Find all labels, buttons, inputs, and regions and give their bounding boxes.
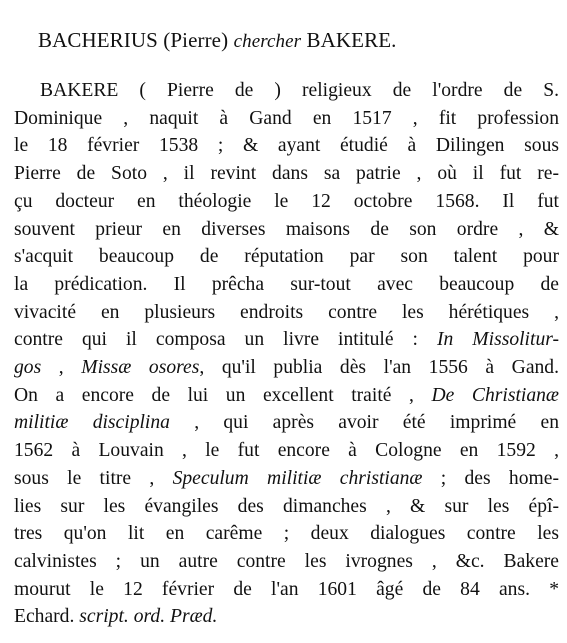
- entry-text: Pierre de Soto , il revint dans sa patrie , où il fut re-: [14, 163, 559, 185]
- crossref-name: BACHERIUS (Pierre): [38, 28, 229, 52]
- entry-italic-text: militiæ disciplina: [14, 412, 170, 434]
- entry-text: la prédication. Il prêcha sur-tout avec beaucoup de: [14, 273, 559, 295]
- entry-text: çu docteur en théologie le 12 octobre 1568. Il fut: [14, 190, 559, 212]
- entry-line: [14, 576, 559, 604]
- entry-italic-text: script. ord. Præd.: [79, 606, 218, 628]
- entry-line: [14, 409, 559, 437]
- entry-italic-text: De Christianæ: [431, 384, 559, 406]
- entry-line: [14, 243, 559, 271]
- entry-text: s'acquit beaucoup de réputation par son talent pour: [14, 246, 559, 268]
- entry-line: [14, 603, 559, 631]
- entry-text: vivacité en plusieurs endroits contre les hérétiques ,: [14, 301, 559, 323]
- entry-text: le 18 février 1538 ; & ayant étudié à Dilingen sous: [14, 135, 559, 157]
- entry-line: [14, 465, 559, 493]
- cross-reference-line: [38, 28, 397, 53]
- entry-line: [14, 77, 559, 105]
- entry-text: On a encore de lui un excellent traité ,: [14, 384, 432, 406]
- entry-text: 1562 à Louvain , le fut encore à Cologne en 1592 ,: [14, 440, 559, 462]
- entry-line: [14, 326, 559, 354]
- entry-italic-text: Speculum militiæ christianæ: [172, 467, 423, 489]
- entry-text: ; des home-: [422, 467, 559, 489]
- entry-italic-text: In Missolitur-: [436, 329, 560, 351]
- entry-line: [14, 188, 559, 216]
- crossref-see-word: chercher: [233, 31, 302, 52]
- entry-text: tres qu'on lit en carême ; deux dialogues contre les: [14, 523, 559, 545]
- entry-text: Echard.: [14, 606, 80, 628]
- entry-text: BAKERE ( Pierre de ) religieux de l'ordre de S.: [40, 80, 559, 101]
- entry-line: [14, 271, 559, 299]
- entry-line: [14, 216, 559, 244]
- entry-line: [14, 132, 559, 160]
- entry-line: [14, 382, 559, 410]
- entry-text: , qui après avoir été imprimé en: [169, 412, 560, 434]
- entry-text: mourut le 12 février de l'an 1601 âgé de 84 ans. *: [14, 578, 559, 600]
- entry-text: contre qui il composa un livre intitulé :: [14, 329, 437, 351]
- entry-line: [14, 520, 559, 548]
- biographical-entry: [14, 77, 559, 631]
- entry-line: [14, 160, 559, 188]
- entry-text: Dominique , naquit à Gand en 1517 , fit profession: [14, 107, 559, 129]
- entry-line: [14, 354, 559, 382]
- crossref-target: BAKERE.: [306, 28, 397, 52]
- entry-line: [14, 493, 559, 521]
- entry-text: lies sur les évangiles des dimanches , & sur les épî-: [14, 495, 559, 517]
- entry-text: souvent prieur en diverses maisons de son ordre , &: [14, 218, 559, 240]
- entry-line: [14, 437, 559, 465]
- entry-text: ,: [41, 357, 82, 379]
- entry-text: calvinistes ; un autre contre les ivrognes , &c. Bakere: [14, 550, 559, 572]
- entry-line: [14, 548, 559, 576]
- entry-text: sous le titre ,: [14, 467, 173, 489]
- entry-line: [14, 105, 559, 133]
- entry-italic-text: gos: [14, 357, 42, 379]
- entry-line: [14, 299, 559, 327]
- entry-italic-text: Missæ osores: [81, 357, 200, 379]
- entry-text: , qu'il publia dès l'an 1556 à Gand.: [199, 357, 560, 379]
